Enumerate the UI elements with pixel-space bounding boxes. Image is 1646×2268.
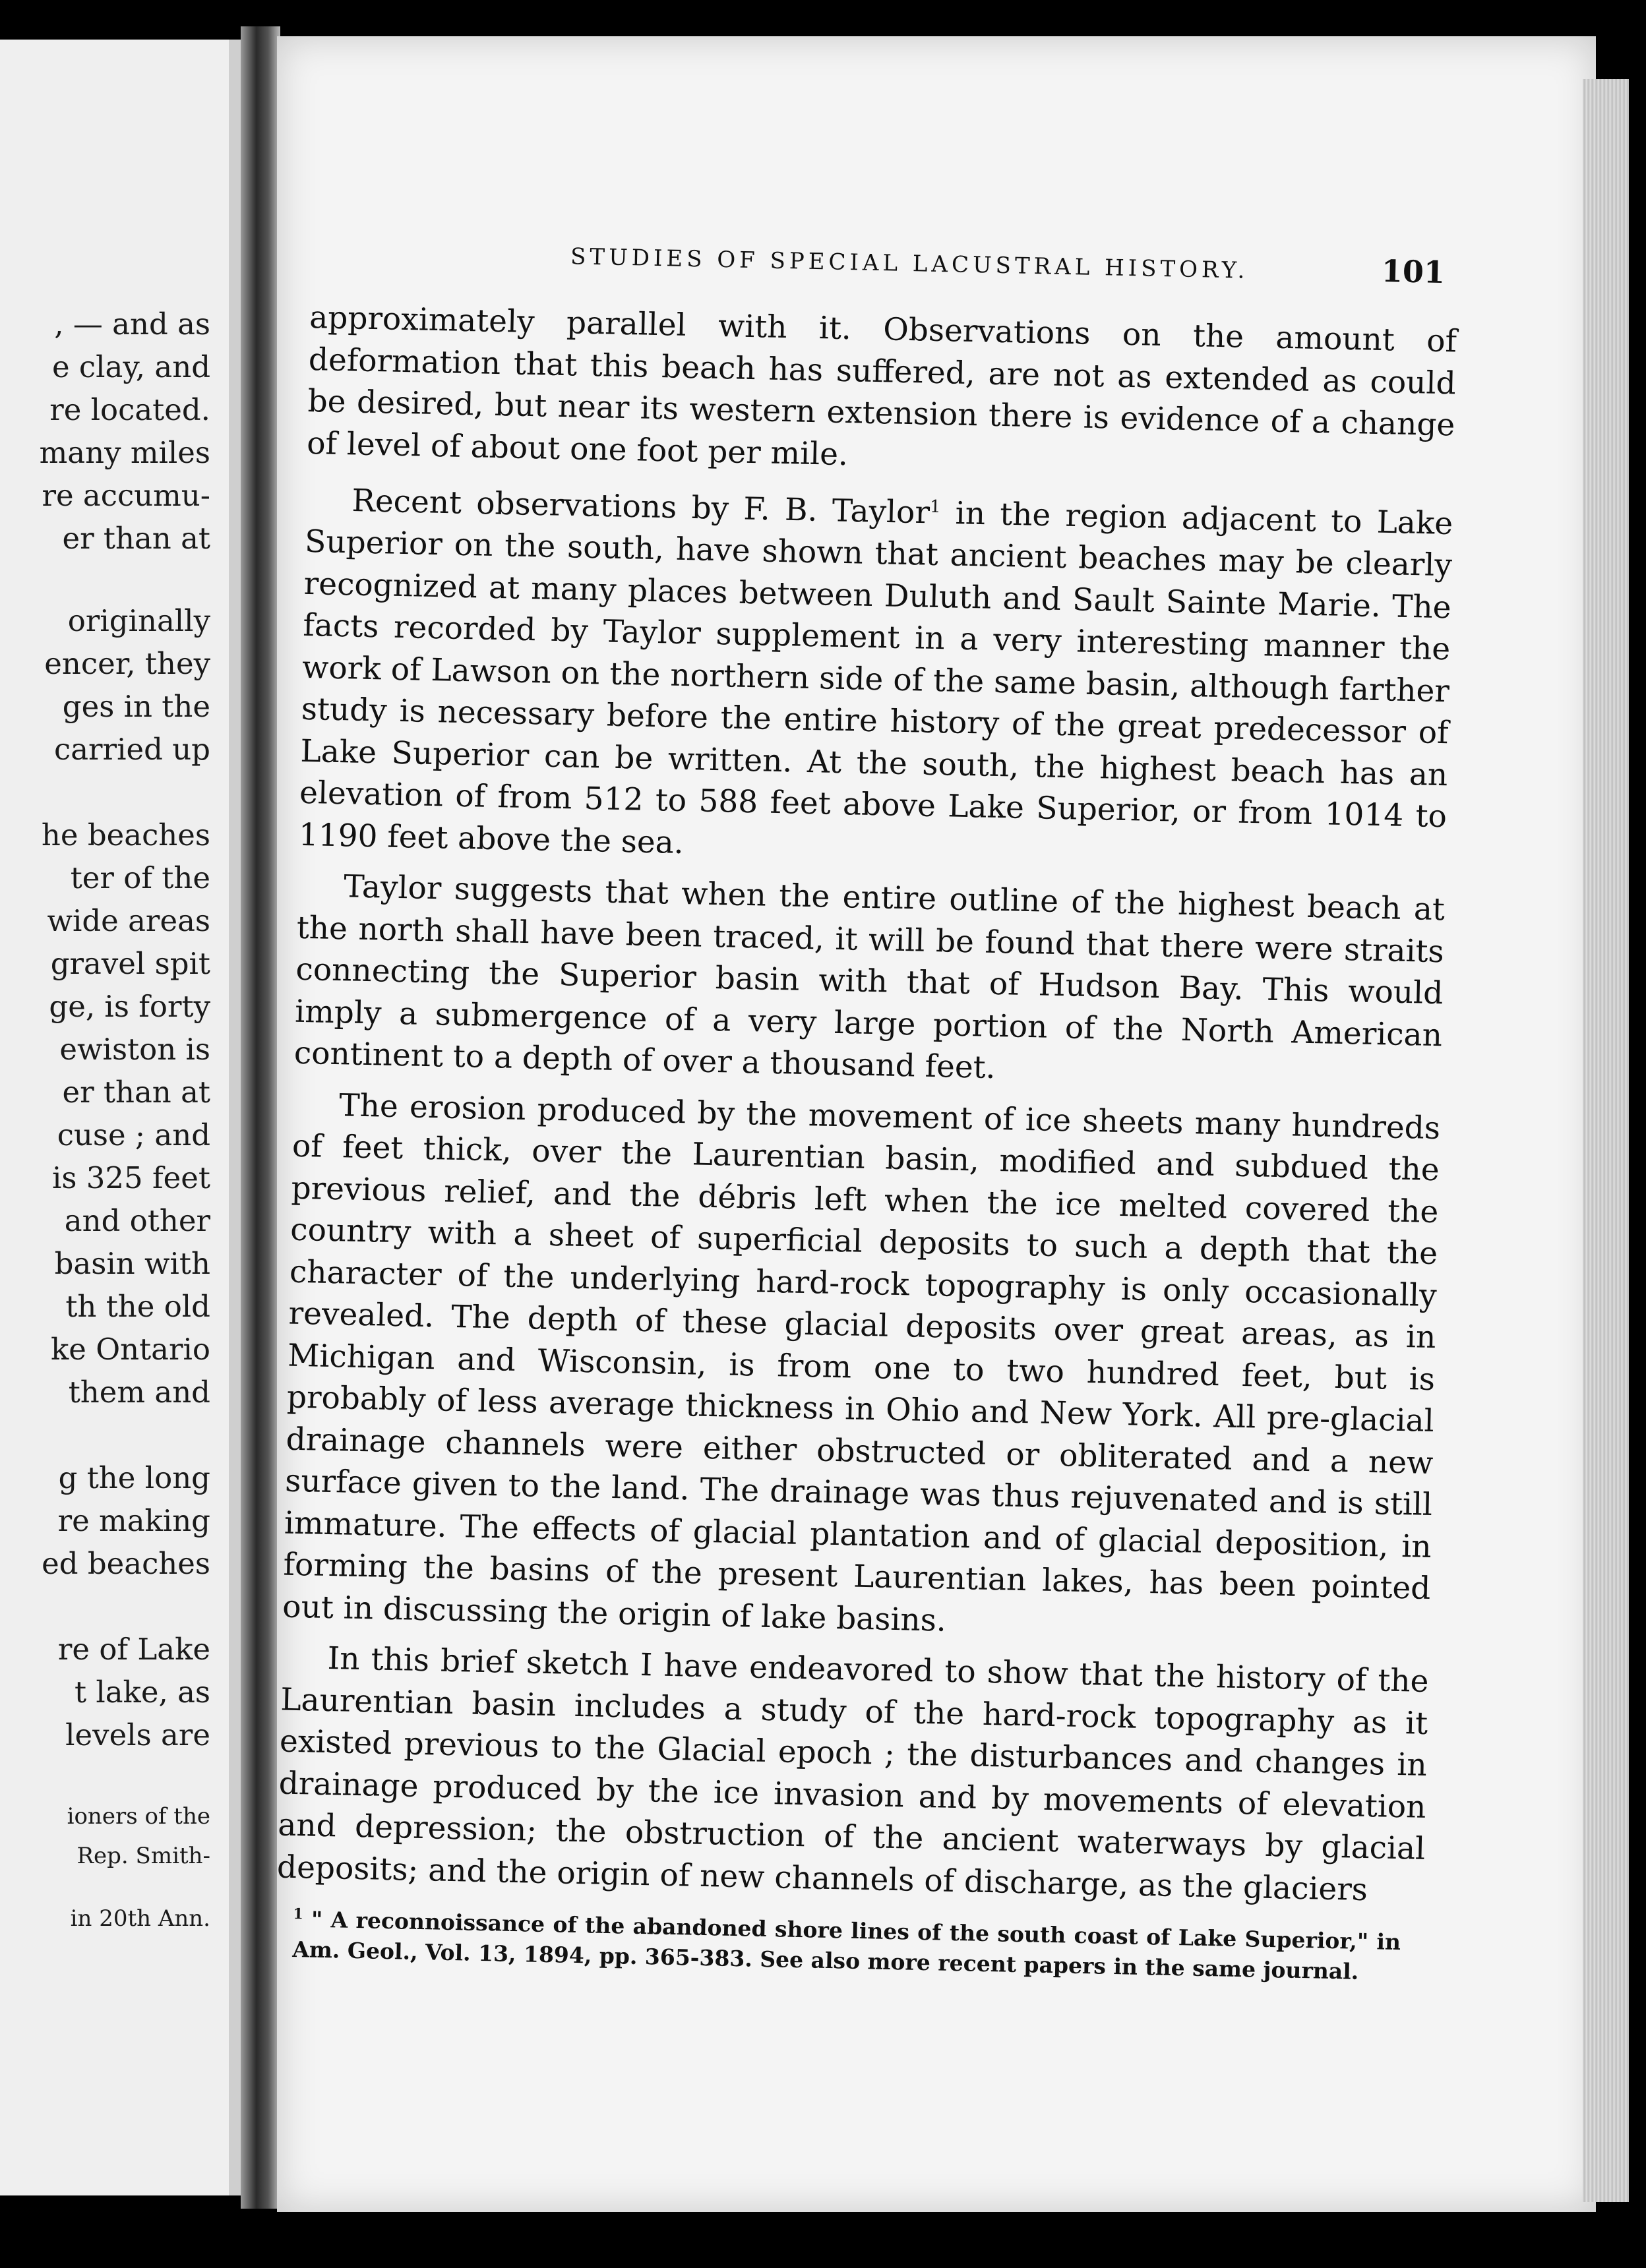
paragraph-2 [298, 473, 1453, 880]
facing-page-line: g the long [58, 1460, 210, 1495]
facing-page-line: them and [68, 1375, 210, 1410]
facing-page-line: re accumu- [42, 478, 210, 513]
facing-page-line: levels are [65, 1717, 210, 1752]
facing-page-line: encer, they [44, 646, 210, 681]
facing-page-line: he beaches [41, 818, 210, 852]
footnote-reference: 1 [929, 496, 941, 518]
paragraph-5: In this brief sketch I have endeavored to show that the history of the Laurentian basin includes a study of the hard-rock topography as it existed previous to the Glacial epoch ; the disturbances and changes in drainage produced by the ice invasion and by movements of elevation and depression; the obstruction of the ancient waterways by glacial deposits; and the origin of new channels of discharge, as the glaciers [276, 1640, 1429, 1908]
paragraph-1: approximately parallel with it. Observations on the amount of deformation that this beach has suffered, are not as extended as could be desired, but near its western extension there is evidence of a change of level of about one foot per mile. [306, 299, 1457, 473]
facing-page-line: re making [57, 1503, 210, 1538]
facing-page-line: ioners of the [67, 1803, 210, 1830]
footnote-text: " A reconnoissance of the abandoned shore lines of the south coast of Lake Superior," in Am. Geol., Vol. 13, 1894, pp. 365-383. See also more recent papers in the same journal. [291, 1906, 1401, 1984]
facing-page-line: originally [67, 603, 210, 638]
facing-page-line: is 325 feet [52, 1160, 210, 1195]
facing-page-line: and other [64, 1203, 210, 1238]
facing-page-line: many miles [39, 435, 210, 470]
page-edge [1583, 79, 1629, 2202]
facing-page-line: re located. [49, 392, 210, 427]
facing-page-line: gravel spit [50, 946, 210, 981]
body-text [276, 297, 1457, 1921]
paragraph-2-start: Recent observations by F. B. Taylor [351, 483, 930, 531]
facing-page-line: e clay, and [51, 349, 210, 384]
facing-page-line: , — and as [54, 307, 210, 342]
facing-page-line: er than at [62, 1075, 210, 1110]
facing-page-line: ke Ontario [51, 1332, 210, 1367]
facing-page-line: ewiston is [59, 1032, 210, 1067]
page-number: 101 [1381, 253, 1446, 290]
facing-page [0, 40, 241, 2195]
facing-page-line: Rep. Smith- [76, 1843, 210, 1869]
facing-page-line: er than at [62, 521, 210, 556]
paragraph-4: The erosion produced by the movement of ice sheets many hundreds of feet thick, over the Laurentian basin, modified and subdued the previous relief, and the débris left when the ice melted covered the country with a sheet of superficial deposits to such a depth that the character of the underlying hard-rock topography is only occasionally revealed. The depth of these glacial deposits over great areas, as in Michigan and Wisconsin, is from one to two hundred feet, but is probably of less average thickness in Ohio and New York. All pre-glacial drainage channels were either obstructed or obliterated and a new surface given to the land. The drainage was thus rejuvenated and is still immature. The effects of glacial plantation and of glacial deposition, in forming the basins of the present Laurentian lakes, has been pointed out in discussing the origin of lake basins. [282, 1087, 1441, 1639]
facing-page-line: cuse ; and [57, 1118, 210, 1152]
facing-page-line: basin with [54, 1246, 210, 1281]
facing-page-line: carried up [54, 732, 210, 767]
paragraph-3: Taylor suggests that when the entire outline of the highest beach at the north shall have been traced, it will be found that there were straits connecting the Superior basin with that of Hudson Bay. This would imply a submergence of a very large portion of the North American continent to a depth of over a thousand feet. [293, 868, 1446, 1087]
facing-page-line: ges in the [62, 689, 210, 724]
facing-page-line: ed beaches [42, 1546, 210, 1581]
facing-page-line: th the old [65, 1289, 210, 1324]
book-gutter [241, 26, 280, 2209]
facing-page-line: in 20th Ann. [70, 1905, 210, 1932]
facing-page-line: ge, is forty [49, 989, 210, 1024]
facing-page-line: t lake, as [74, 1675, 210, 1710]
facing-page-line: wide areas [47, 903, 210, 938]
running-head: STUDIES OF SPECIAL LACUSTRAL HISTORY. [570, 243, 1249, 284]
facing-page-line: re of Lake [57, 1632, 210, 1667]
facing-page-line: ter of the [70, 860, 210, 895]
footnote-marker: 1 [293, 1905, 304, 1923]
paragraph-2-rest: in the region adjacent to Lake Superior on the south, have shown that ancient beaches may be clearly recognized at many places between Duluth and Sault Sainte Marie. The facts recorded by Taylor supplement in a very interesting manner the work of Lawson on the northern side of the same basin, although farther study is necessary before the entire history of the great predecessor of Lake Superior can be written. At the south, the highest beach has an elevation of from 512 to 588 feet above Lake Superior, or from 1014 to 1190 feet above the sea. [298, 494, 1453, 861]
